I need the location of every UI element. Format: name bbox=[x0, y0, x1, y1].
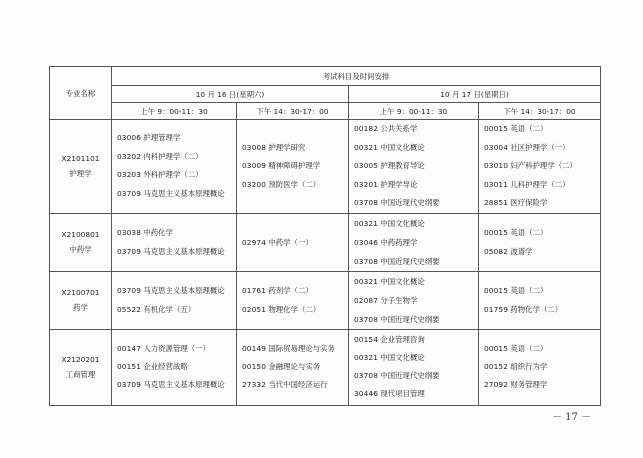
course-title: 中国近现代史纲要 bbox=[380, 314, 440, 324]
session-cell bbox=[112, 120, 237, 214]
course-title: 中国文化概论 bbox=[380, 353, 425, 362]
course-title: 金融理论与实务 bbox=[268, 362, 321, 371]
course-entry bbox=[237, 340, 348, 358]
course-title: 医疗保险学 bbox=[510, 198, 548, 207]
course-entry bbox=[112, 376, 236, 394]
course-title: 中药学（一） bbox=[268, 237, 313, 247]
header-row-1 bbox=[50, 67, 601, 86]
day-header: 10 月 16 日(星期六) bbox=[112, 86, 349, 103]
major-code: X2100801 bbox=[61, 230, 100, 239]
course-title: 企业管理咨询 bbox=[380, 335, 425, 344]
course-entry bbox=[349, 367, 478, 385]
course-entry bbox=[479, 281, 600, 300]
session-cell bbox=[479, 329, 601, 405]
course-entry bbox=[349, 214, 478, 233]
course-title: 财务管理学 bbox=[510, 380, 548, 389]
session-header: 上午 9：00-11：30 bbox=[349, 103, 479, 120]
course-code: 03200 bbox=[242, 179, 267, 189]
major-name: 中药学 bbox=[69, 245, 92, 254]
major-code: X2100701 bbox=[61, 288, 100, 297]
major-code: X2120201 bbox=[61, 355, 100, 364]
course-entry bbox=[349, 349, 478, 367]
course-code: 03708 bbox=[354, 198, 379, 207]
major-cell bbox=[50, 213, 112, 271]
course-title: 中国文化概论 bbox=[380, 142, 425, 152]
course-title: 企业经营战略 bbox=[143, 362, 188, 371]
course-code: 00321 bbox=[354, 353, 379, 362]
course-entry bbox=[479, 300, 600, 319]
session-header: 下午 14：30-17：00 bbox=[237, 103, 349, 120]
course-title: 预防医学（二） bbox=[268, 179, 321, 189]
course-code: 00015 bbox=[484, 286, 509, 295]
course-code: 27332 bbox=[242, 380, 267, 389]
course-title: 儿科护理学（二） bbox=[510, 179, 570, 189]
course-title: 护理管理学 bbox=[143, 133, 181, 143]
course-entry bbox=[479, 358, 600, 376]
table-row bbox=[50, 329, 601, 405]
course-title: 中国文化概论 bbox=[380, 218, 425, 228]
course-entry bbox=[349, 310, 478, 329]
session-cell bbox=[237, 120, 349, 214]
table-row bbox=[50, 271, 601, 329]
day-header: 10 月 17 日(星期日) bbox=[349, 86, 601, 103]
course-title: 组织行为学 bbox=[510, 362, 548, 371]
course-title: 护理学研究 bbox=[268, 142, 306, 152]
course-entry bbox=[237, 233, 348, 252]
course-title: 中国近现代史纲要 bbox=[380, 256, 440, 266]
course-title: 当代中国经济运行 bbox=[268, 380, 328, 389]
course-entry bbox=[237, 157, 348, 176]
course-entry bbox=[112, 148, 236, 167]
session-cell bbox=[479, 271, 601, 329]
course-entry bbox=[479, 120, 600, 139]
session-cell bbox=[479, 120, 601, 214]
course-entry bbox=[112, 129, 236, 148]
course-code: 00015 bbox=[484, 124, 509, 133]
session-cell bbox=[237, 213, 349, 271]
course-code: 30446 bbox=[354, 389, 379, 398]
course-entry bbox=[237, 300, 348, 319]
session-cell bbox=[112, 329, 237, 405]
header-row-3 bbox=[50, 103, 601, 120]
course-entry bbox=[237, 176, 348, 195]
course-code: 05522 bbox=[117, 305, 142, 314]
course-code: 00152 bbox=[484, 362, 509, 371]
course-entry bbox=[349, 176, 478, 195]
course-code: 00151 bbox=[117, 362, 142, 371]
course-code: 00321 bbox=[354, 276, 379, 286]
major-name: 工商管理 bbox=[65, 370, 96, 379]
session-cell bbox=[112, 271, 237, 329]
course-code: 03708 bbox=[354, 371, 379, 380]
major-name: 护理学 bbox=[69, 169, 92, 179]
course-title: 外科护理学（二） bbox=[143, 170, 203, 180]
course-title: 药物化学（二） bbox=[510, 305, 563, 314]
course-entry bbox=[349, 272, 478, 291]
course-code: 03203 bbox=[117, 170, 142, 180]
course-code: 02087 bbox=[354, 295, 379, 305]
course-title: 中国近现代史纲要 bbox=[380, 371, 440, 380]
course-title: 有机化学（五） bbox=[143, 305, 196, 314]
course-entry bbox=[349, 252, 478, 271]
course-code: 03709 bbox=[117, 247, 142, 256]
course-entry bbox=[349, 385, 478, 403]
course-title: 护理教育导论 bbox=[380, 161, 425, 170]
course-title: 人力资源管理（一） bbox=[143, 344, 210, 353]
course-code: 03708 bbox=[354, 314, 379, 324]
session-cell bbox=[112, 213, 237, 271]
major-cell bbox=[50, 329, 112, 405]
course-title: 药剂学（二） bbox=[268, 286, 313, 295]
course-entry bbox=[237, 376, 348, 394]
course-code: 27092 bbox=[484, 380, 509, 389]
course-title: 马克思主义基本原理概论 bbox=[143, 247, 225, 256]
course-code: 03010 bbox=[484, 161, 509, 170]
session-cell bbox=[349, 120, 479, 214]
course-title: 英语（二） bbox=[510, 344, 548, 353]
course-title: 内科护理学（二） bbox=[143, 151, 203, 161]
course-code: 03709 bbox=[117, 286, 142, 295]
course-code: 03004 bbox=[484, 142, 509, 152]
course-title: 英语（二） bbox=[510, 228, 548, 237]
course-code: 03006 bbox=[117, 133, 142, 143]
course-entry bbox=[112, 185, 236, 204]
course-entry bbox=[112, 358, 236, 376]
course-title: 中药药理学 bbox=[380, 237, 418, 247]
header-row-2 bbox=[50, 86, 601, 103]
course-entry bbox=[237, 139, 348, 158]
course-code: 03011 bbox=[484, 179, 509, 189]
course-code: 00147 bbox=[117, 344, 142, 353]
course-title: 社区护理学（一） bbox=[510, 142, 570, 152]
course-code: 03202 bbox=[117, 151, 142, 161]
course-entry bbox=[349, 139, 478, 158]
course-code: 03201 bbox=[354, 179, 379, 189]
course-code: 03038 bbox=[117, 228, 142, 237]
major-name: 药学 bbox=[73, 303, 88, 312]
course-title: 英语（二） bbox=[510, 124, 548, 133]
session-cell bbox=[479, 213, 601, 271]
course-entry bbox=[349, 233, 478, 252]
course-code: 03046 bbox=[354, 237, 379, 247]
course-code: 28851 bbox=[484, 198, 509, 207]
course-code: 01761 bbox=[242, 286, 267, 295]
course-code: 03008 bbox=[242, 142, 267, 152]
course-entry bbox=[349, 331, 478, 349]
course-title: 中国近现代史纲要 bbox=[380, 198, 440, 207]
course-title: 波谱学 bbox=[510, 247, 533, 256]
session-header: 下午 14：30-17：00 bbox=[479, 103, 601, 120]
course-entry bbox=[237, 281, 348, 300]
course-code: 03708 bbox=[354, 256, 379, 266]
course-entry bbox=[479, 176, 600, 195]
session-cell bbox=[237, 271, 349, 329]
course-entry bbox=[237, 358, 348, 376]
course-title: 分子生物学 bbox=[380, 295, 418, 305]
course-entry bbox=[349, 120, 478, 139]
course-title: 马克思主义基本原理概论 bbox=[143, 380, 225, 389]
course-entry bbox=[479, 242, 600, 261]
course-code: 00015 bbox=[484, 344, 509, 353]
course-entry bbox=[112, 281, 236, 300]
course-code: 02974 bbox=[242, 237, 267, 247]
course-entry bbox=[112, 300, 236, 319]
course-code: 03709 bbox=[117, 380, 142, 389]
session-cell bbox=[349, 271, 479, 329]
course-code: 00150 bbox=[242, 362, 267, 371]
major-cell bbox=[50, 271, 112, 329]
course-code: 01759 bbox=[484, 305, 509, 314]
course-title: 现代项目管理 bbox=[380, 389, 425, 398]
course-title: 精神障碍护理学 bbox=[268, 161, 321, 170]
course-code: 00321 bbox=[354, 218, 379, 228]
course-entry bbox=[112, 166, 236, 185]
session-cell bbox=[349, 329, 479, 405]
course-code: 00015 bbox=[484, 228, 509, 237]
course-code: 00154 bbox=[354, 335, 379, 344]
course-entry bbox=[479, 194, 600, 213]
course-title: 公共关系学 bbox=[380, 124, 418, 133]
course-code: 03709 bbox=[117, 188, 142, 198]
table-row bbox=[50, 213, 601, 271]
course-title: 国际贸易理论与实务 bbox=[268, 344, 335, 353]
course-code: 05082 bbox=[484, 247, 509, 256]
course-entry bbox=[349, 291, 478, 310]
major-code: X2101101 bbox=[61, 154, 100, 164]
course-entry bbox=[479, 376, 600, 394]
course-code: 00321 bbox=[354, 142, 379, 152]
course-entry bbox=[349, 157, 478, 176]
course-title: 中药化学 bbox=[143, 228, 173, 237]
table-row bbox=[50, 120, 601, 214]
course-code: 02051 bbox=[242, 305, 267, 314]
course-entry bbox=[112, 242, 236, 261]
course-entry bbox=[349, 194, 478, 213]
course-entry bbox=[479, 340, 600, 358]
major-cell bbox=[50, 120, 112, 214]
course-title: 物理化学（二） bbox=[268, 305, 321, 314]
session-header: 上午 9：00-11：30 bbox=[112, 103, 237, 120]
course-code: 03009 bbox=[242, 161, 267, 170]
exam-schedule-table bbox=[49, 66, 601, 406]
course-entry bbox=[112, 223, 236, 242]
course-title: 中国文化概论 bbox=[380, 276, 425, 286]
course-title: 妇产科护理学（二） bbox=[510, 161, 577, 170]
course-code: 03005 bbox=[354, 161, 379, 170]
group-header: 考试科目及时间安排 bbox=[112, 67, 601, 86]
course-title: 马克思主义基本原理概论 bbox=[143, 286, 225, 295]
course-title: 马克思主义基本原理概论 bbox=[143, 188, 225, 198]
major-header: 专业名称 bbox=[50, 67, 112, 120]
course-title: 英语（二） bbox=[510, 286, 548, 295]
course-code: 00149 bbox=[242, 344, 267, 353]
course-entry bbox=[479, 223, 600, 242]
course-entry bbox=[112, 340, 236, 358]
page-number: － 17 － bbox=[552, 412, 592, 423]
session-cell bbox=[237, 329, 349, 405]
course-code: 00182 bbox=[354, 124, 379, 133]
course-title: 护理学导论 bbox=[380, 179, 418, 189]
session-cell bbox=[349, 213, 479, 271]
course-entry bbox=[479, 157, 600, 176]
course-entry bbox=[479, 139, 600, 158]
